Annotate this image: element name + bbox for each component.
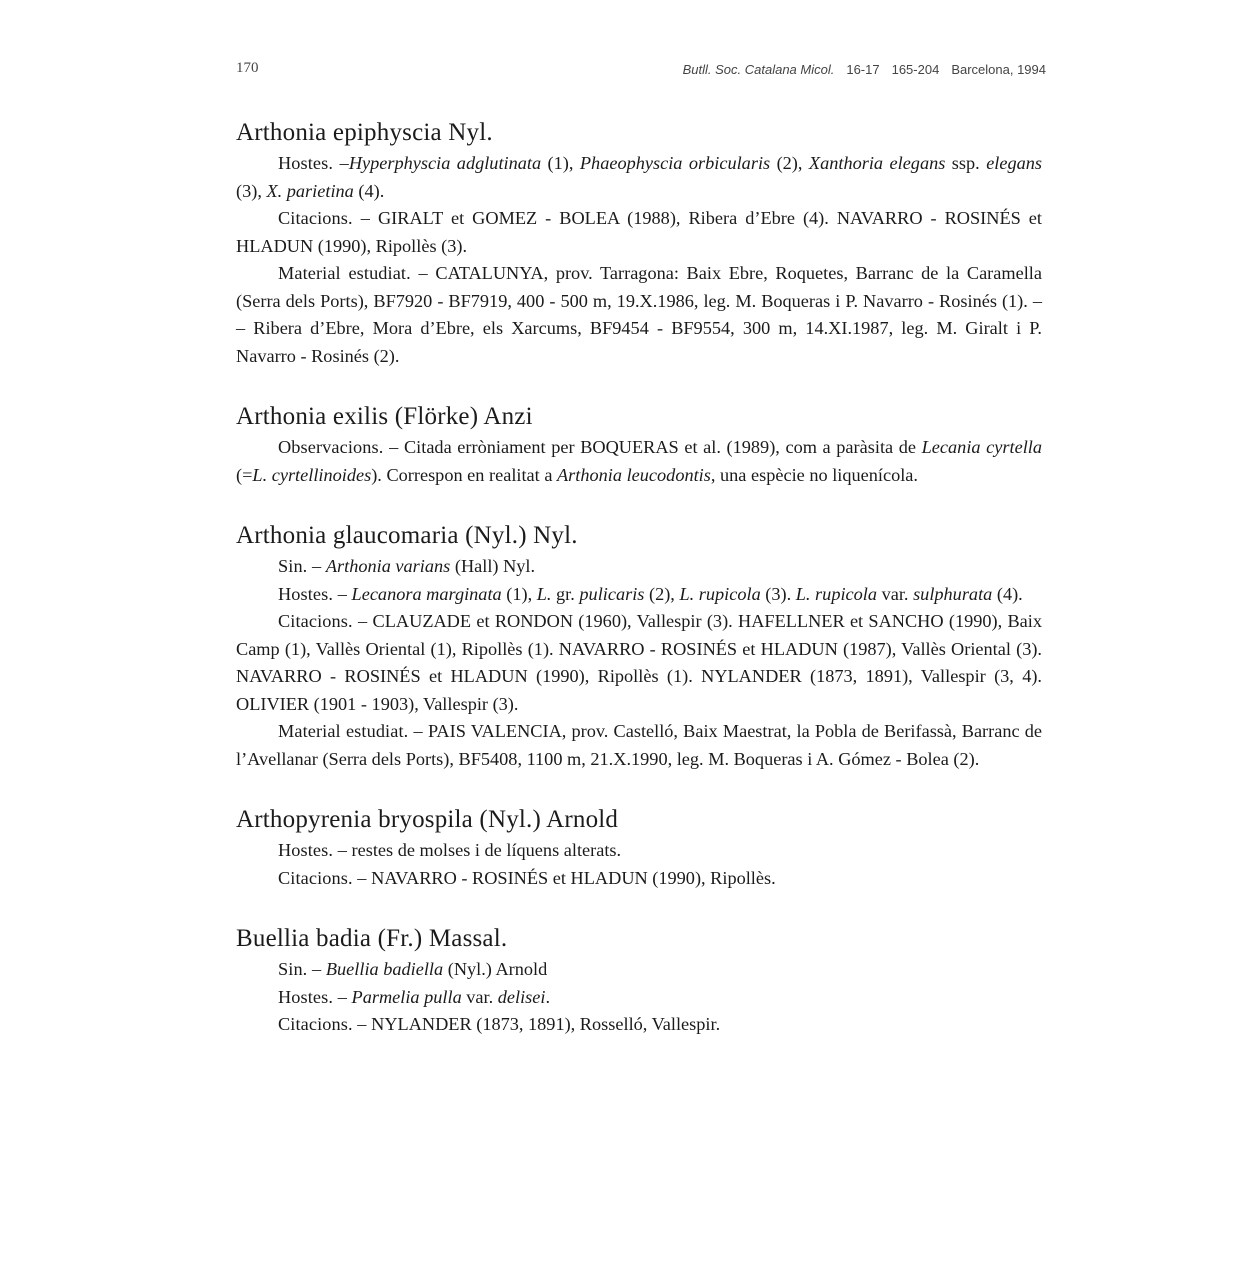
page-number: 170 — [236, 60, 259, 76]
species-entry — [236, 924, 1042, 1039]
citacions-paragraph — [236, 205, 1042, 260]
section-label: Citacions. – — [278, 867, 367, 888]
taxon-name: delisei — [497, 986, 546, 1007]
taxon-name: Arthonia varians — [325, 556, 451, 576]
text-fragment: (3), — [236, 180, 267, 201]
citacions-text: GIRALT et GOMEZ - BOLEA (1988), Ribera d’Ebre (4). NAVARRO - ROSINÉS et HLADUN (1990), Ripollès (3). — [236, 208, 1042, 256]
text-fragment: ssp. — [945, 153, 987, 173]
taxon-name: elegans — [986, 153, 1043, 173]
taxon-name: pulicaris — [579, 583, 645, 604]
document-body — [236, 118, 1042, 1071]
text-fragment: (1), — [541, 153, 580, 173]
taxon-name: Hyperphyscia adglutinata — [348, 153, 542, 173]
text-fragment: (2), — [770, 153, 809, 173]
section-label: Material estudiat. – — [278, 263, 428, 283]
journal-reference — [683, 62, 1046, 77]
section-label: Sin. – — [278, 556, 322, 576]
material-paragraph — [236, 260, 1042, 370]
text-fragment: (1), — [501, 583, 537, 604]
taxon-name: sulphurata — [913, 583, 993, 604]
taxon-name: L. rupicola — [795, 583, 878, 604]
hostes-paragraph — [236, 581, 1042, 609]
citacions-text: NAVARRO - ROSINÉS et HLADUN (1990), Ripollès. — [366, 867, 776, 888]
taxon-name: L. rupicola — [679, 583, 761, 604]
species-title: Arthonia exilis (Flörke) Anzi — [236, 403, 533, 430]
species-entry — [236, 805, 1042, 892]
hostes-paragraph — [236, 837, 1042, 865]
page-header — [236, 60, 1046, 84]
section-label: Citacions. – — [278, 611, 368, 631]
hostes-paragraph — [236, 984, 1042, 1012]
section-label: Sin. – — [278, 959, 322, 979]
species-title: Arthonia glaucomaria (Nyl.) Nyl. — [236, 522, 578, 549]
section-label: Hostes. – — [278, 153, 349, 173]
sin-paragraph — [236, 956, 1042, 984]
section-label: Hostes. – — [278, 840, 347, 860]
sin-paragraph — [236, 553, 1042, 581]
material-paragraph — [236, 718, 1042, 773]
journal-name: Butll. Soc. Catalana Micol. — [682, 62, 835, 77]
material-text: CATALUNYA, prov. Tarragona: Baix Ebre, Roquetes, Barranc de la Caramella (Serra dels Ports), BF7920 - BF7919, 400 - 500 m, 19.X.1986, leg. M. Boqueras i P. Navarro - Rosinés (1). – – Ribera d’Ebre, Mora d’Ebre, els Xarcums, BF9454 - BF9554, 300 m, 14.XI.1987, leg. M. Giralt i P. Navarro - Rosinés (2). — [236, 263, 1042, 366]
text-fragment: (= — [236, 464, 253, 485]
taxon-name: X. parietina — [266, 180, 354, 201]
citacions-paragraph — [236, 865, 1042, 893]
text-fragment: (4). — [353, 180, 385, 201]
text-fragment: (4). — [992, 583, 1023, 604]
taxon-name: Parmelia pulla — [351, 986, 462, 1007]
species-title: Buellia badia (Fr.) Massal. — [236, 925, 508, 952]
journal-pages: 165-204 — [891, 62, 940, 77]
taxon-name: Phaeophyscia orbicularis — [579, 153, 771, 173]
section-label: Hostes. – — [278, 986, 347, 1007]
taxon-name: Lecanora marginata — [351, 583, 502, 604]
citacions-text: NYLANDER (1873, 1891), Rosselló, Vallespir. — [366, 1014, 721, 1034]
text-fragment: . — [545, 986, 551, 1007]
text-fragment: (Hall) Nyl. — [450, 556, 536, 576]
species-entry — [236, 118, 1042, 370]
material-text: PAIS VALENCIA, prov. Castelló, Baix Maestrat, la Pobla de Berifassà, Barranc de l’Avellanar (Serra dels Ports), BF5408, 1100 m, 21.X.1990, leg. M. Boqueras i A. Gómez - Bolea (2). — [236, 721, 1043, 769]
text-fragment: (Nyl.) Arnold — [443, 959, 548, 979]
text-fragment: var. — [877, 583, 914, 604]
citacions-paragraph — [236, 1011, 1042, 1039]
citacions-paragraph — [236, 608, 1042, 718]
section-label: Material estudiat. – — [278, 721, 423, 741]
text-fragment: Citada erròniament per BOQUERAS et al. (1989), com a paràsita de — [398, 437, 922, 457]
species-entry — [236, 521, 1042, 773]
text-fragment: ). Correspon en realitat a — [371, 464, 558, 485]
taxon-name: Xanthoria elegans — [808, 153, 946, 173]
text-fragment: (2), — [644, 583, 680, 604]
section-label: Citacions. – — [278, 208, 370, 228]
observacions-paragraph — [236, 434, 1042, 489]
text-fragment: gr. — [551, 583, 580, 604]
species-title: Arthopyrenia bryospila (Nyl.) Arnold — [236, 806, 619, 833]
journal-place-year: Barcelona, 1994 — [951, 62, 1046, 77]
taxon-name: L. — [536, 583, 552, 604]
section-label: Observacions. – — [278, 437, 399, 457]
hostes-text: restes de molses i de líquens alterats. — [346, 840, 622, 860]
text-fragment: (3). — [760, 583, 796, 604]
section-label: Citacions. – — [278, 1014, 367, 1034]
taxon-name: Arthonia leucodontis — [557, 464, 711, 485]
text-fragment: var. — [461, 986, 498, 1007]
taxon-name: Lecania cyrtella — [921, 437, 1042, 457]
taxon-name: Buellia badiella — [325, 959, 444, 979]
citacions-text: CLAUZADE et RONDON (1960), Vallespir (3). HAFELLNER et SANCHO (1990), Baix Camp (1), Vallès Oriental (1), Ripollès (1). NAVARRO - ROSINÉS et HLADUN (1987), Vallès Oriental (3). NAVARRO - ROSINÉS et HLADUN (1990), Ripollès (1). NYLANDER (1873, 1891), Vallespir (3, 4). OLIVIER (1901 - 1903), Vallespir (3). — [236, 611, 1042, 714]
hostes-paragraph — [236, 150, 1042, 205]
section-label: Hostes. – — [278, 583, 347, 604]
text-fragment: , una espècie no liquenícola. — [710, 464, 918, 485]
species-entry — [236, 402, 1042, 489]
journal-volume: 16-17 — [846, 62, 880, 77]
species-title: Arthonia epiphyscia Nyl. — [236, 119, 493, 146]
taxon-name: L. cyrtellinoides — [252, 464, 372, 485]
